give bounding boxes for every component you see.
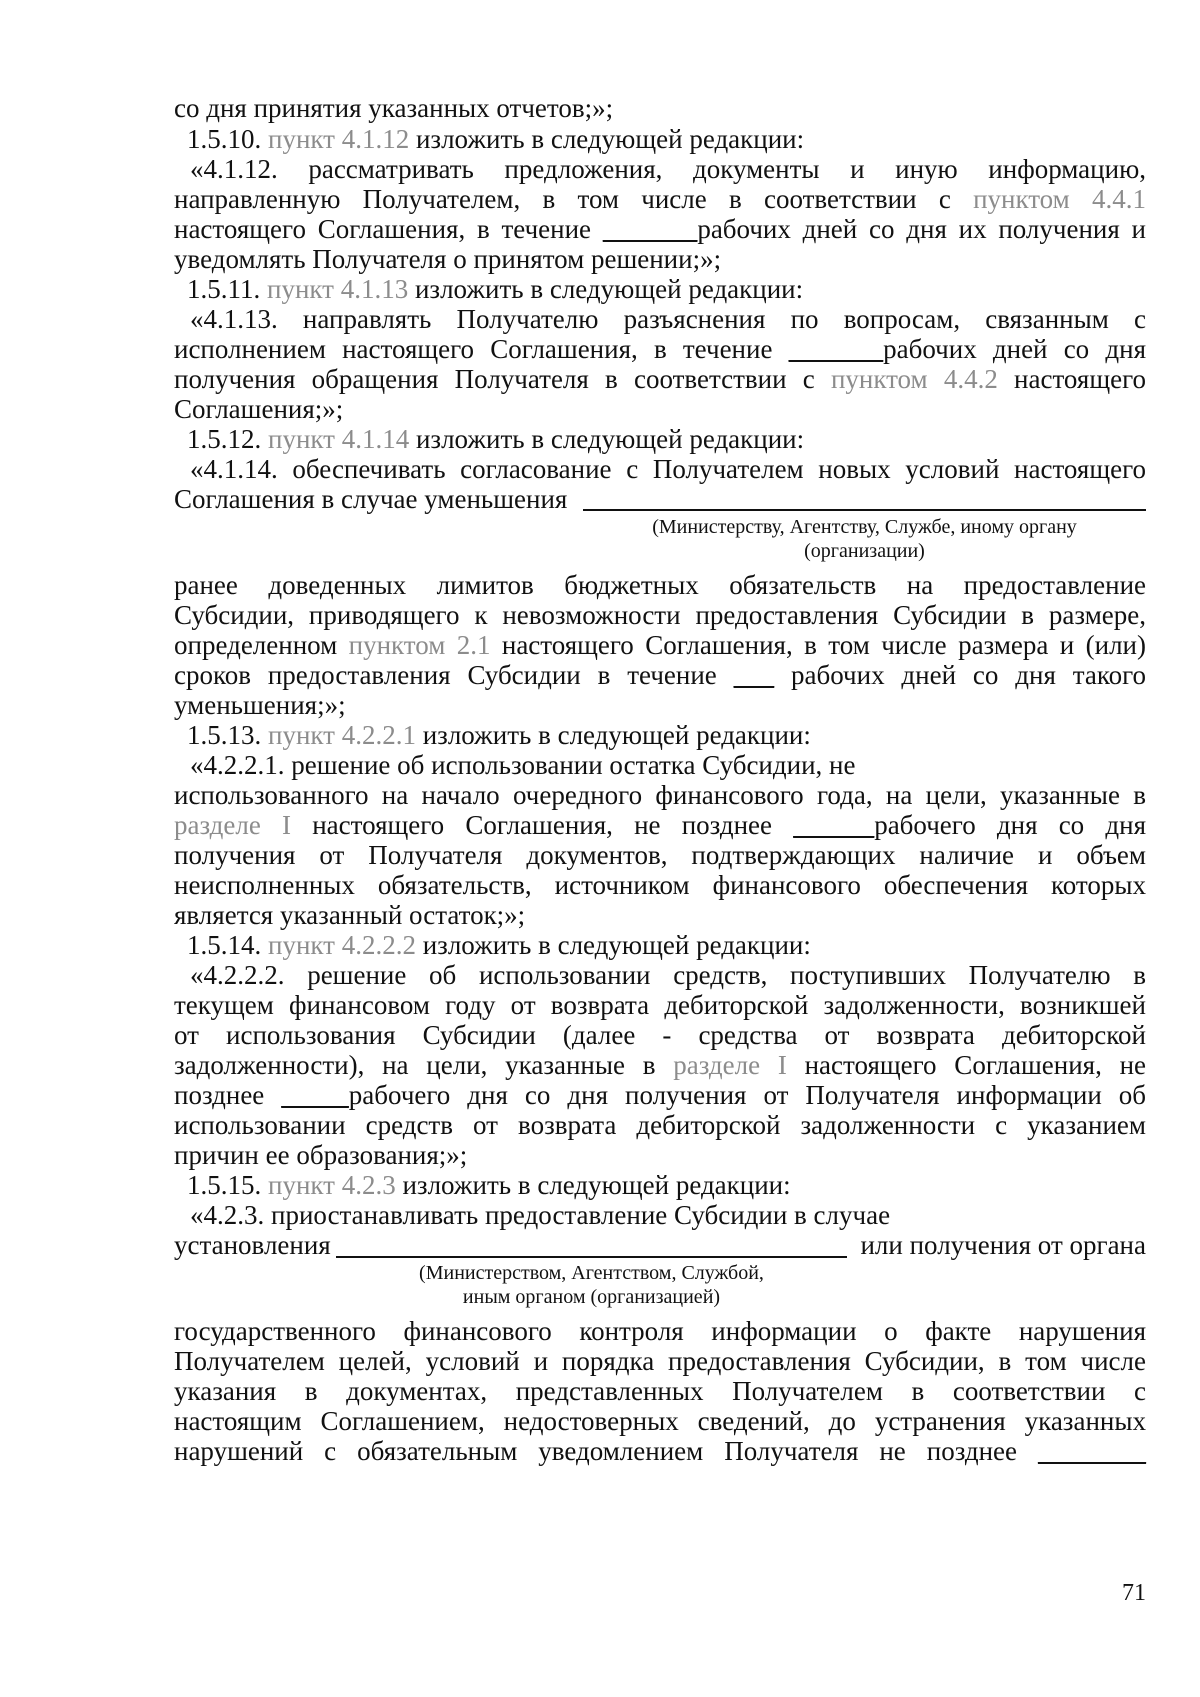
reference-link[interactable]: пункт 4.1.14: [268, 424, 410, 454]
text-line: получения обращения Получателя в соответствии с пунктом 4.4.2 настоящего: [174, 364, 1146, 394]
item-heading-1-5-10: 1.5.10. пункт 4.1.12 изложить в следующей редакции:: [187, 124, 805, 154]
text-line: настоящим Соглашением, недостоверных сведений, до устранения указанных: [174, 1406, 1146, 1436]
text-line: «4.1.14. обеспечивать согласование с Получателем новых условий настоящего: [190, 454, 1146, 484]
text-line: разделе I настоящего Соглашения, не позднее ______рабочего дня со дня: [174, 810, 1146, 840]
reference-link[interactable]: пунктом 2.1: [348, 630, 491, 660]
text-line: уменьшения;»;: [174, 690, 346, 720]
reference-link[interactable]: пункт 4.1.12: [268, 124, 410, 154]
item-heading-1-5-12: 1.5.12. пункт 4.1.14 изложить в следующей редакции:: [187, 424, 805, 454]
text-line: «4.2.2.2. решение об использовании средств, поступивших Получателю в: [190, 960, 1146, 990]
reference-link[interactable]: разделе I: [673, 1050, 787, 1080]
reference-link[interactable]: пункт 4.2.2.2: [268, 930, 416, 960]
text-line: неисполненных обязательств, источником финансового обеспечения которых: [174, 870, 1146, 900]
field-caption: (Министерству, Агентству, Службе, иному органу: [652, 516, 1077, 538]
text-line: направленную Получателем, в том числе в соответствии с пунктом 4.4.1: [174, 184, 1146, 214]
text-line: позднее _____рабочего дня со дня получения от Получателя информации об: [174, 1080, 1147, 1110]
text-line: текущем финансовом году от возврата дебиторской задолженности, возникшей: [174, 990, 1146, 1020]
field-caption: (организации): [804, 540, 925, 562]
fill-in-line: [583, 509, 1146, 511]
text-line: «4.1.13. направлять Получателю разъяснения по вопросам, связанным с: [190, 304, 1146, 334]
field-caption: иным органом (организацией): [462, 1286, 721, 1308]
field-caption: (Министерством, Агентством, Службой,: [419, 1262, 764, 1284]
item-heading-1-5-11: 1.5.11. пункт 4.1.13 изложить в следующей редакции:: [187, 274, 804, 304]
blank-field: ______: [793, 810, 875, 840]
blank-field: _______: [788, 334, 884, 364]
text-line: уведомлять Получателя о принятом решении;»;: [174, 244, 722, 274]
fill-in-line: [336, 1256, 847, 1258]
item-heading-1-5-14: 1.5.14. пункт 4.2.2.2 изложить в следующей редакции:: [187, 930, 811, 960]
text-line: является указанный остаток;»;: [174, 900, 526, 930]
page-number: 71: [1122, 1580, 1146, 1606]
text-line: «4.2.2.1. решение об использовании остатка Субсидии, не: [190, 750, 856, 780]
reference-link[interactable]: пунктом 4.4.1: [973, 184, 1146, 214]
text-line: ранее доведенных лимитов бюджетных обязательств на предоставление: [174, 570, 1146, 600]
text-line: исполнением настоящего Соглашения, в течение _______рабочих дней со дня: [174, 334, 1146, 364]
text-line: задолженности), на цели, указанные в разделе I настоящего Соглашения, не: [174, 1050, 1147, 1080]
item-heading-1-5-15: 1.5.15. пункт 4.2.3 изложить в следующей редакции:: [187, 1170, 791, 1200]
item-heading-1-5-13: 1.5.13. пункт 4.2.2.1 изложить в следующей редакции:: [187, 720, 811, 750]
text-line: получения от Получателя документов, подтверждающих наличие и объем: [174, 840, 1146, 870]
text-line: Соглашения;»;: [174, 394, 344, 424]
blank-field: ___: [733, 660, 775, 690]
reference-link[interactable]: пунктом 4.4.2: [830, 364, 998, 394]
text-line: сроков предоставления Субсидии в течение ___ рабочих дней со дня такого: [174, 660, 1146, 690]
text-line: от использования Субсидии (далее - средства от возврата дебиторской: [174, 1020, 1146, 1050]
text-line: Субсидии, приводящего к невозможности предоставления Субсидии в размере,: [174, 600, 1146, 630]
blank-field: _______: [602, 214, 698, 244]
text-line: со дня принятия указанных отчетов;»;: [174, 93, 614, 123]
text-line: «4.1.12. рассматривать предложения, документы и иную информацию,: [190, 154, 1146, 184]
reference-link[interactable]: пункт 4.2.3: [268, 1170, 396, 1200]
text-line: указания в документах, представленных Получателем в соответствии с: [174, 1376, 1146, 1406]
text-line: «4.2.3. приостанавливать предоставление Субсидии в случае: [190, 1200, 891, 1230]
reference-link[interactable]: разделе I: [174, 810, 292, 840]
text-line: использовании средств от возврата дебиторской задолженности с указанием: [174, 1110, 1146, 1140]
text-line: использованного на начало очередного финансового года, на цели, указанные в: [174, 780, 1146, 810]
text-line: Соглашения в случае уменьшения: [174, 484, 568, 514]
blank-field: ________: [1038, 1436, 1146, 1466]
text-line: Получателем целей, условий и порядка предоставления Субсидии, в том числе: [174, 1346, 1146, 1376]
text-line: государственного финансового контроля информации о факте нарушения: [174, 1316, 1146, 1346]
text-line: или получения от органа: [860, 1230, 1146, 1260]
text-line: настоящего Соглашения, в течение _______рабочих дней со дня их получения и: [174, 214, 1146, 244]
text-line: определенном пунктом 2.1 настоящего Соглашения, в том числе размера и (или): [174, 630, 1146, 660]
reference-link[interactable]: пункт 4.2.2.1: [268, 720, 416, 750]
text-line: нарушений с обязательным уведомлением Получателя не позднее ________: [174, 1436, 1146, 1466]
text-line: установления: [174, 1230, 331, 1260]
reference-link[interactable]: пункт 4.1.13: [267, 274, 409, 304]
blank-field: _____: [281, 1080, 349, 1110]
text-line: причин ее образования;»;: [174, 1140, 468, 1170]
